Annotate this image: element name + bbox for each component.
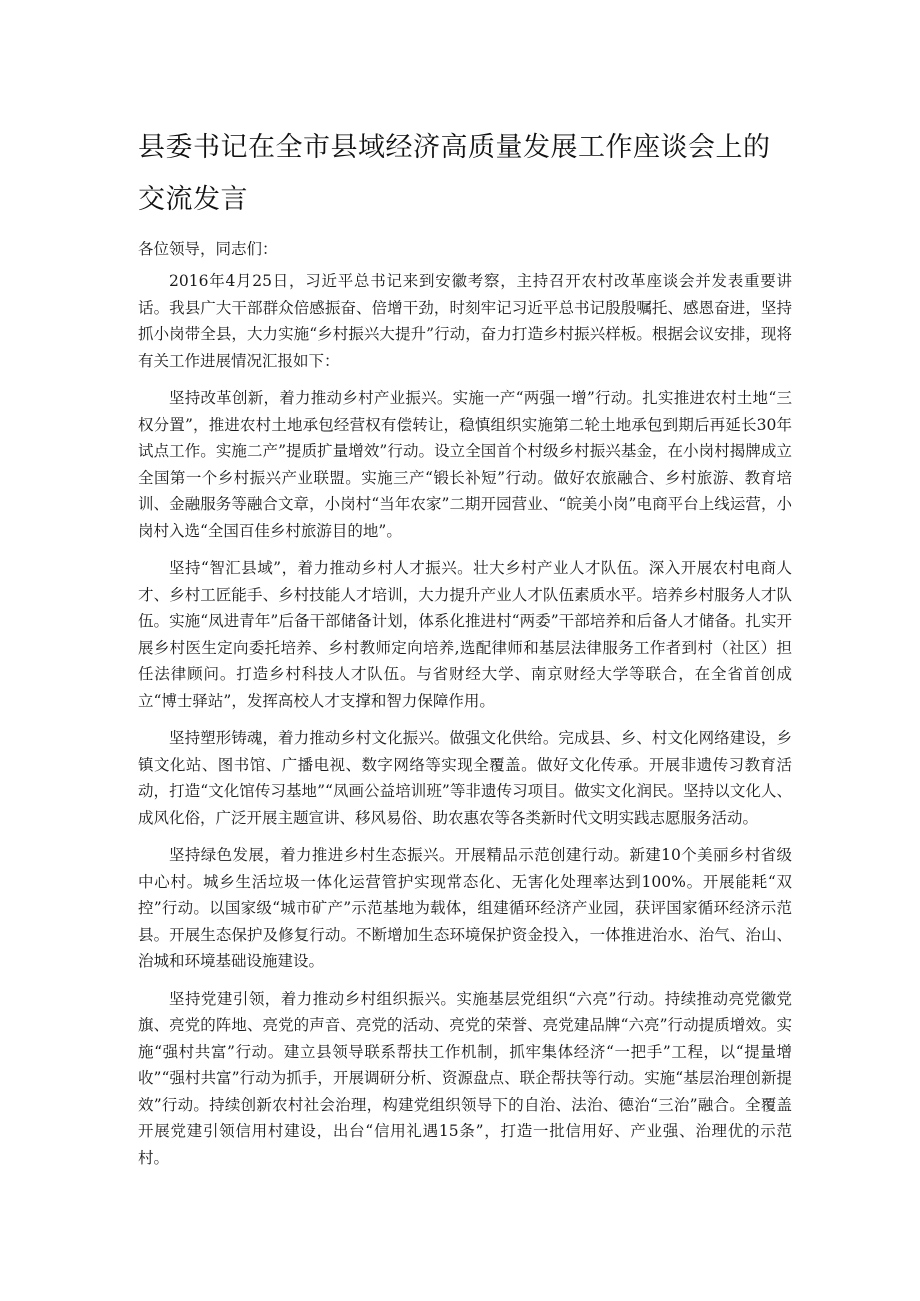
paragraph-talent: 坚持“智汇县域”，着力推动乡村人才振兴。壮大乡村产业人才队伍。深入开展农村电商人才、乡村工匠能手、乡村技能人才培训，大力提升产业人才队伍素质水平。培养乡村服务人才队伍。实施“凤进青年”后备干部储备计划，体系化推进村“两委”干部培养和后备人才储备。扎实开展乡村医生定向委托培养、乡村教师定向培养,选配律师和基层法律服务工作者到村（社区）担任法律顾问。打造乡村科技人才队伍。与省财经大学、南京财经大学等联合，在全省首创成立“博士驿站”，发挥高校人才支撑和智力保障作用。 [138,559,792,710]
paragraph-organization: 坚持党建引领，着力推动乡村组织振兴。实施基层党组织“六亮”行动。持续推动亮党徽党旗、亮党的阵地、亮党的声音、亮党的活动、亮党的荣誉、亮党建品牌“六亮”行动提质增效。实施“强村共富”行动。建立县领导联系帮扶工作机制，抓牢集体经济“一把手”工程，以“提量增收”“强村共富”行动为抓手，开展调研分析、资源盘点、联企帮扶等行动。实施“基层治理创新提效”行动。持续创新农村社会治理，构建党组织领导下的自治、法治、德治“三治”融合。全覆盖开展党建引领信用村建设，出台“信用礼遇15条”，打造一批信用好、产业强、治理优的示范村。 [138,989,792,1167]
paragraph-culture: 坚持塑形铸魂，着力推动乡村文化振兴。做强文化供给。完成县、乡、村文化网络建设，乡镇文化站、图书馆、广播电视、数字网络等实现全覆盖。做好文化传承。开展非遗传习教育活动，打造“文化馆传习基地”“凤画公益培训班”等非遗传习项目。做实文化润民。坚持以文化人、成风化俗，广泛开展主题宣讲、移风易俗、助农惠农等各类新时代文明实践志愿服务活动。 [138,729,792,827]
paragraph-intro: 2016年4月25日，习近平总书记来到安徽考察，主持召开农村改革座谈会并发表重要讲话。我县广大干部群众倍感振奋、倍增干劲，时刻牢记习近平总书记殷殷嘱托、感恩奋进，坚持抓小岗带全县，大力实施“乡村振兴大提升”行动，奋力打造乡村振兴样板。根据会议安排，现将有关工作进展情况汇报如下： [138,272,792,370]
salutation: 各位领导，同志们： [138,240,278,258]
paragraph-ecology: 坚持绿色发展，着力推进乡村生态振兴。开展精品示范创建行动。新建10个美丽乡村省级中心村。城乡生活垃圾一体化运营管护实现常态化、无害化处理率达到100%。开展能耗“双控”行动。以国家级“城市矿产”示范基地为载体，组建循环经济产业园，获评国家循环经济示范县。开展生态保护及修复行动。不断增加生态环境保护资金投入，一体推进治水、治气、治山、治城和环境基础设施建设。 [138,846,792,970]
paragraph-industry: 坚持改革创新，着力推动乡村产业振兴。实施一产“两强一增”行动。扎实推进农村土地“三权分置”，推进农村土地承包经营权有偿转让，稳慎组织实施第二轮土地承包到期后再延长30年试点工作。实施二产”提质扩量增效”行动。设立全国首个村级乡村振兴基金，在小岗村揭牌成立全国第一个乡村振兴产业联盟。实施三产“锻长补短”行动。做好农旅融合、乡村旅游、教育培训、金融服务等融合文章，小岗村“当年农家”二期开园营业、“皖美小岗”电商平台上线运营，小岗村入选“全国百佳乡村旅游目的地”。 [138,389,792,540]
document-title: 县委书记在全市县域经济高质量发展工作座谈会上的交流发言 [138,132,771,215]
document-page [138,122,792,1182]
